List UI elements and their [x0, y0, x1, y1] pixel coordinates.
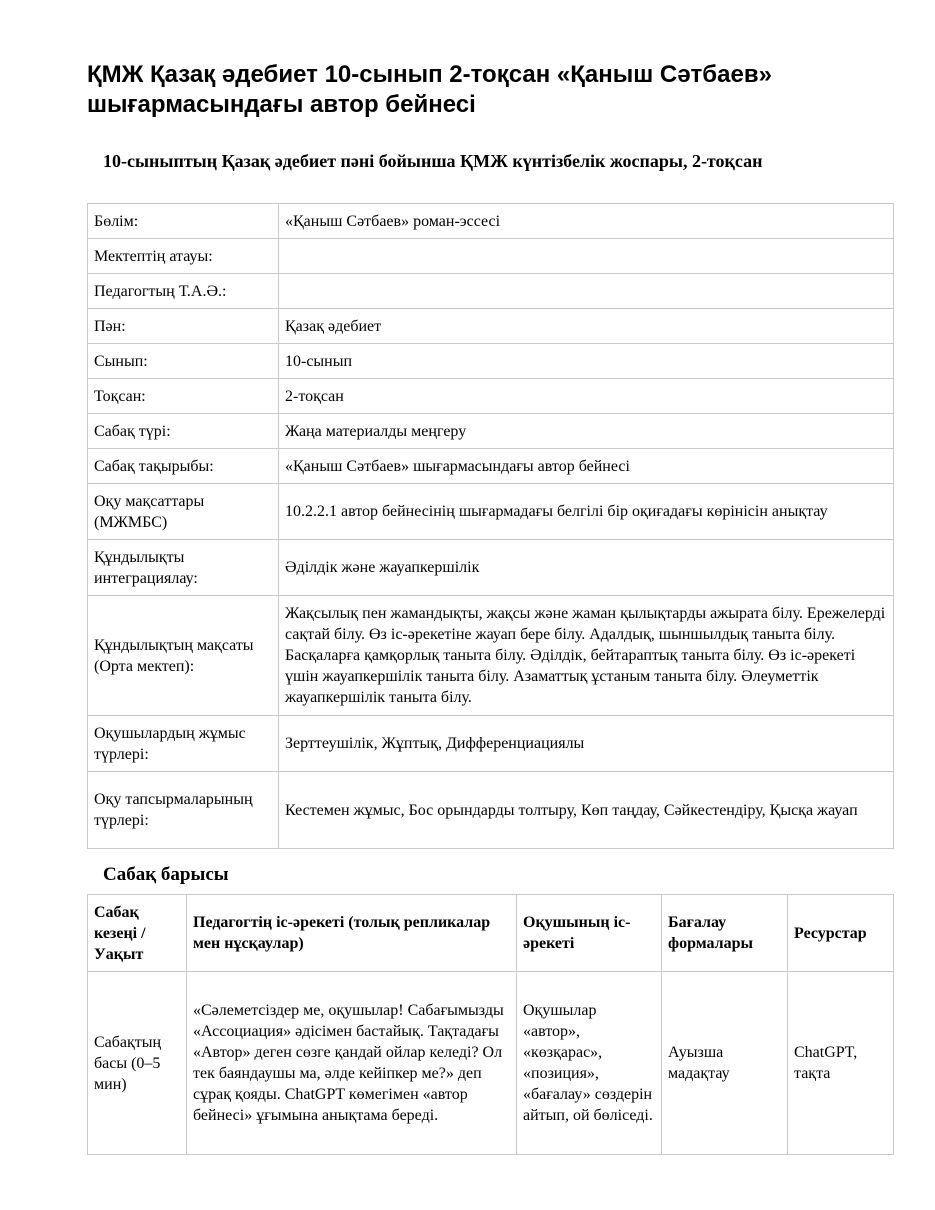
table-header-row: [88, 895, 894, 972]
cell-student: Оқушылар «автор», «көзқарас», «позиция», «бағалау» сөздерін айтып, ой бөліседі.: [517, 972, 662, 1155]
row-label: Оқушылардың жұмыс түрлері:: [88, 716, 279, 772]
row-value: Әділдік және жауапкершілік: [279, 540, 894, 596]
table-row: [88, 972, 894, 1155]
row-value: [279, 239, 894, 274]
row-value: Зерттеушілік, Жұптық, Дифференциациялы: [279, 716, 894, 772]
row-label: Оқу тапсырмаларының түрлері:: [88, 772, 279, 849]
row-label: Педагогтың Т.А.Ә.:: [88, 274, 279, 309]
table-row: [88, 239, 894, 274]
table-row: [88, 716, 894, 772]
row-label: Құндылықтың мақсаты (Орта мектеп):: [88, 596, 279, 716]
row-label: Құндылықты интеграциялау:: [88, 540, 279, 596]
row-value: Кестемен жұмыс, Бос орындарды толтыру, Көп таңдау, Сәйкестендіру, Қысқа жауап: [279, 772, 894, 849]
table-row: [88, 772, 894, 849]
row-value: [279, 274, 894, 309]
row-value: Қазақ әдебиет: [279, 309, 894, 344]
table-row: [88, 414, 894, 449]
document-title: ҚМЖ Қазақ әдебиет 10-сынып 2-тоқсан «Қаныш Сәтбаев» шығармасындағы автор бейнесі: [87, 61, 772, 118]
row-label: Бөлім:: [88, 204, 279, 239]
cell-teacher: «Сәлеметсіздер ме, оқушылар! Сабағымызды «Ассоциация» әдісімен бастайық. Тақтадағы «Автор» деген сөзге қандай ойлар келеді? Ол тек баяндаушы ма, әлде кейіпкер ме?» деп сұрақ қояды. ChatGPT көмегімен «автор бейнесі» ұғымына анықтама береді.: [187, 972, 517, 1155]
row-value: 10.2.2.1 автор бейнесінің шығармадағы белгілі бір оқиғадағы көрінісін анықтау: [279, 484, 894, 540]
table-row: [88, 274, 894, 309]
row-value: Жақсылық пен жамандықты, жақсы және жаман қылықтарды ажырата білу. Ережелерді сақтай білу. Өз іс-әрекетіне жауап бере білу. Адалдық, шыншылдық таныта білу. Басқаларға қамқорлық таныта білу. Әділдік, бейтараптық таныта білу. Өз іс-әрекеті үшін жауапкершілік таныта білу. Азаматтық ұстаным таныта білу. Әлеуметтік жауапкершілік таныта білу.: [279, 596, 894, 716]
header-teacher: Педагогтің іс-әрекеті (толық репликалар мен нұсқаулар): [187, 895, 517, 972]
cell-stage: Сабақтың басы (0–5 мин): [88, 972, 187, 1155]
row-value: «Қаныш Сәтбаев» шығармасындағы автор бейнесі: [279, 449, 894, 484]
table-row: [88, 309, 894, 344]
row-label: Сабақ тақырыбы:: [88, 449, 279, 484]
table-row: [88, 204, 894, 239]
header-assessment: Бағалау формалары: [662, 895, 788, 972]
row-label: Оқу мақсаттары (МЖМБС): [88, 484, 279, 540]
header-resources: Ресурстар: [788, 895, 894, 972]
table-row: [88, 484, 894, 540]
document-subtitle: 10-сыныптың Қазақ әдебиет пәні бойынша ҚМЖ күнтізбелік жоспары, 2-тоқсан: [103, 151, 763, 171]
table-row: [88, 596, 894, 716]
table-row: [88, 379, 894, 414]
table-row: [88, 540, 894, 596]
lesson-flow-table: [87, 894, 894, 1155]
section-title: Сабақ барысы: [103, 864, 229, 885]
table-row: [88, 344, 894, 379]
lesson-info-table: [87, 203, 894, 849]
row-value: «Қаныш Сәтбаев» роман-эссесі: [279, 204, 894, 239]
row-label: Сабақ түрі:: [88, 414, 279, 449]
cell-assessment: Ауызша мадақтау: [662, 972, 788, 1155]
row-label: Пән:: [88, 309, 279, 344]
row-value: 2-тоқсан: [279, 379, 894, 414]
row-value: 10-сынып: [279, 344, 894, 379]
header-student: Оқушының іс-әрекеті: [517, 895, 662, 972]
table-row: [88, 449, 894, 484]
row-label: Сынып:: [88, 344, 279, 379]
row-label: Тоқсан:: [88, 379, 279, 414]
header-stage: Сабақ кезеңі / Уақыт: [88, 895, 187, 972]
row-value: Жаңа материалды меңгеру: [279, 414, 894, 449]
row-label: Мектептің атауы:: [88, 239, 279, 274]
cell-resources: ChatGPT, тақта: [788, 972, 894, 1155]
